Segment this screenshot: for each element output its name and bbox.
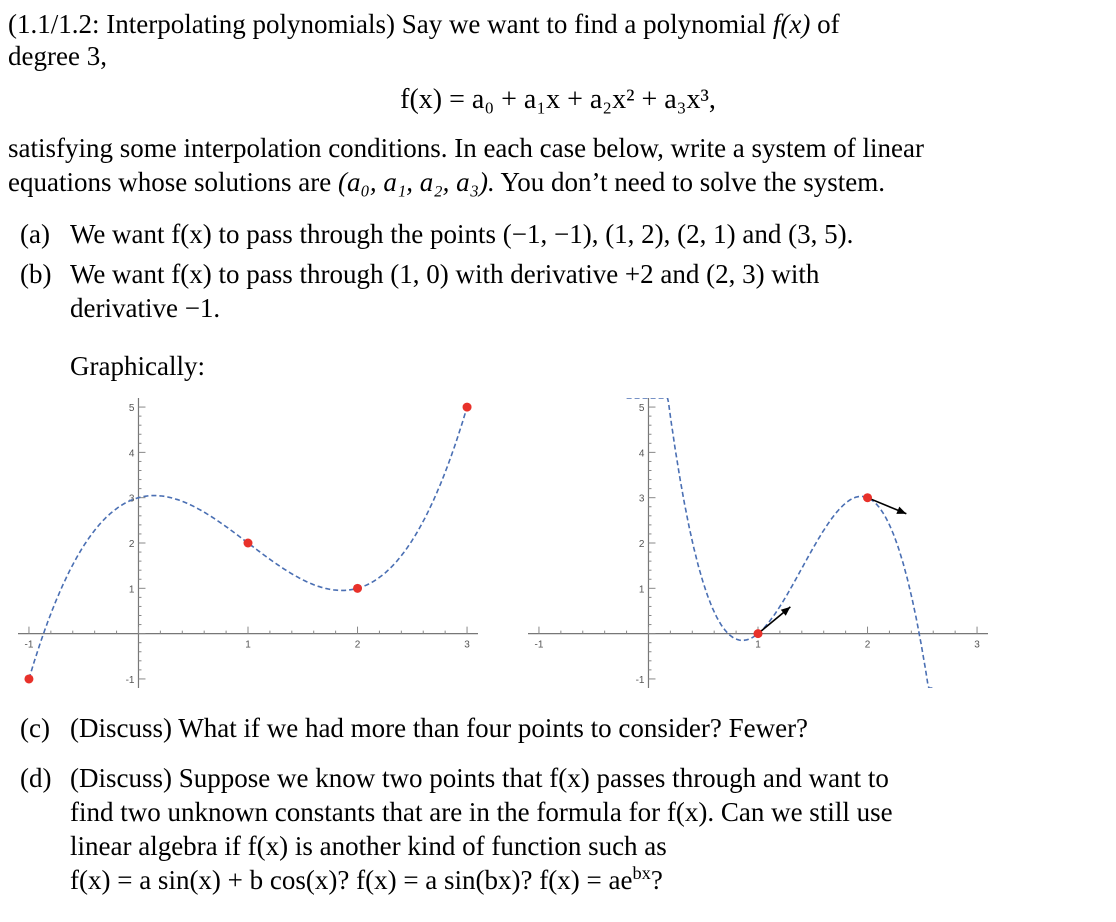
item-d-label: (d) (20, 763, 52, 793)
x-tick-label: 3 (464, 639, 470, 651)
graphically-label: Graphically: (70, 351, 205, 381)
y-tick-label: -1 (635, 674, 645, 686)
y-tick-label: 3 (128, 493, 135, 505)
intro-line-1: (1.1/1.2: Interpolating polynomials) Say we want to find a polynomial f(x) of (8, 9, 840, 39)
item-a-text: We want f(x) to pass through the points (−1, −1), (1, 2), (2, 1) and (3, 5). (70, 219, 854, 249)
y-tick-label: 5 (128, 403, 135, 415)
data-point (353, 584, 362, 593)
graph-a (18, 398, 478, 688)
y-tick-label: 2 (638, 539, 645, 550)
curve-line (627, 398, 934, 688)
y-tick-label: -1 (125, 674, 135, 686)
y-tick-label: 4 (128, 448, 135, 460)
data-point (24, 674, 33, 683)
item-b-line-2: derivative −1. (70, 293, 221, 323)
x-tick-label: 1 (755, 639, 761, 651)
item-c-text: (Discuss) What if we had more than four points to consider? Fewer? (70, 713, 809, 743)
graph-b (528, 398, 988, 688)
item-d-line-1: (Discuss) Suppose we know two points that f(x) passes through and want to (70, 763, 889, 793)
y-tick-label: 1 (128, 584, 135, 596)
arrow-head (896, 507, 906, 514)
item-d-line-3: linear algebra if f(x) is another kind of function such as (70, 831, 667, 861)
y-tick-label: 1 (638, 584, 645, 596)
x-tick-label: -1 (24, 639, 34, 651)
para-line-1: satisfying some interpolation conditions. In each case below, write a system of linear (8, 133, 924, 163)
y-tick-label: 2 (128, 539, 135, 550)
data-point (754, 629, 763, 638)
x-tick-label: 2 (354, 639, 361, 651)
item-d-line-4: f(x) = a sin(x) + b cos(x)? f(x) = a sin(bx)? $f(x) = ae^{bx}$? (70, 863, 663, 895)
item-b-line-1: We want f(x) to pass through (1, 0) with derivative +2 and (2, 3) with (70, 259, 820, 289)
data-point (463, 403, 472, 412)
intro-line-2: degree 3, (8, 41, 107, 71)
x-tick-label: -1 (534, 639, 544, 651)
polynomial-equation: f(x) = a₀ + a₁x + a₂x² + a₃x³, (400, 84, 716, 115)
y-tick-label: 4 (638, 448, 645, 460)
item-c-label: (c) (20, 713, 50, 743)
data-point (863, 493, 872, 502)
item-b-label: (b) (20, 259, 52, 289)
item-d-line-2: find two unknown constants that are in the formula for f(x). Can we still use (70, 797, 893, 827)
x-tick-label: 1 (245, 639, 251, 651)
data-point (244, 539, 253, 548)
y-tick-label: 5 (638, 403, 645, 415)
item-a-label: (a) (20, 219, 50, 249)
y-tick-label: 3 (638, 493, 645, 505)
x-tick-label: 2 (864, 639, 871, 651)
x-tick-label: 3 (974, 639, 980, 651)
para-line-2: equations whose solutions are (a₀, a₁, a₂, a₃). You don’t need to solve the system. (8, 167, 885, 197)
